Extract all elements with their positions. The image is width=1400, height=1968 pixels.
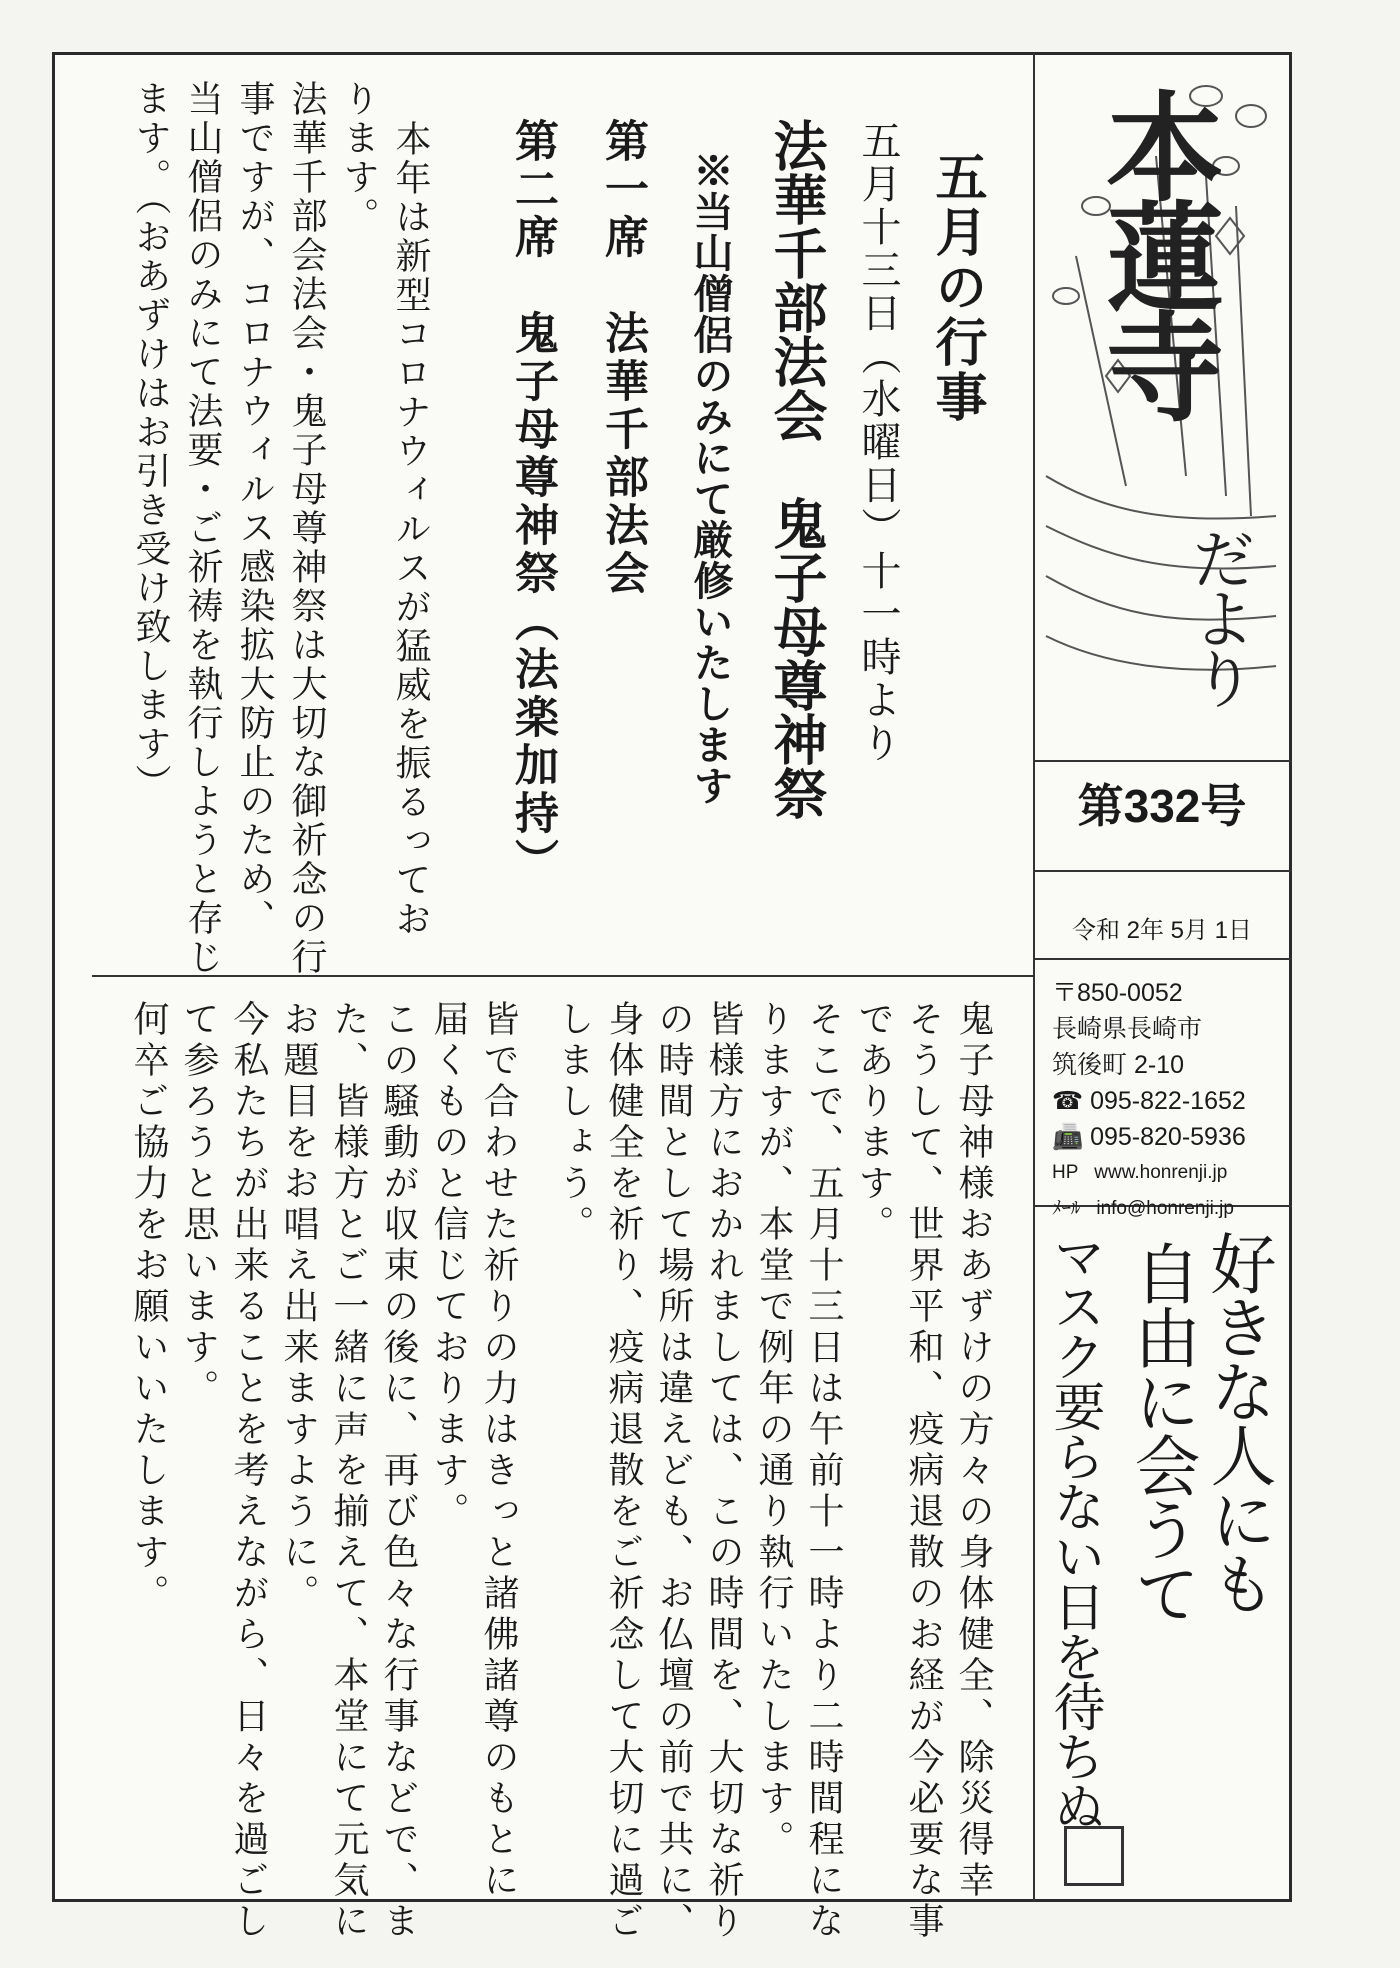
bottom-body-16: て参ろうと思います。 xyxy=(178,1000,219,1410)
top-body-3: 法華千部会法会・鬼子母尊神祭は大切な御祈念の行 xyxy=(286,80,327,977)
website-row xyxy=(1052,1155,1246,1191)
email-link[interactable]: info@honrenji.jp xyxy=(1096,1198,1234,1219)
top-body-6: ます。（おあずけはお引き受け致します） xyxy=(130,80,171,803)
fax-icon: 📠 xyxy=(1052,1123,1091,1151)
top-body-2: ります。 xyxy=(338,80,379,236)
bottom-body-11: 届くものと信じております。 xyxy=(428,1000,469,1533)
event-date: 五月十三日（水曜日）十一時より xyxy=(855,120,901,765)
bottom-body-7: の時間として場所は違えども、お仏壇の前で共に、 xyxy=(653,1000,694,1943)
bottom-body-13: た、皆様方とご一緒に声を揃えて、本堂にて元気に xyxy=(328,1000,369,1943)
address-line-1: 長崎県長崎市 xyxy=(1052,1015,1203,1043)
bottom-body-5: りますが、本堂で例年の通り執行いたします。 xyxy=(753,1000,794,1861)
bottom-body-2: そうして、世界平和、疫病退散のお経が今必要な事 xyxy=(903,1000,944,1943)
top-body-1: 本年は新型コロナウィルスが猛威を振るってお xyxy=(390,120,431,939)
sidebar-rule-3 xyxy=(1033,958,1292,960)
seal-stamp xyxy=(1064,1826,1124,1886)
event-notice: ※当山僧侶のみにて厳修いたします xyxy=(687,150,734,806)
bottom-body-14: お題目をお唱え出来ますように。 xyxy=(278,1000,319,1615)
issue-number: 第332号 xyxy=(1077,780,1247,832)
masthead xyxy=(1036,56,1288,756)
calligraphy-line-3: マスク要らない日を待ちぬ xyxy=(1044,1230,1104,1830)
calligraphy-poem xyxy=(1036,1210,1288,1900)
bottom-body-4: そこで、五月十三日は午前十一時より二時間程にな xyxy=(803,1000,844,1943)
bottom-body-15: 今私たちが出来ることを考えながら、日々を過ごし xyxy=(228,1000,269,1943)
top-heading: 五月の行事 xyxy=(926,150,987,425)
fax-row xyxy=(1052,1119,1246,1155)
event-title: 法華千部法会 鬼子母尊神祭 xyxy=(765,118,829,820)
bottom-body-12: この騒動が収束の後に、再び色々な行事などで、ま xyxy=(378,1000,419,1943)
top-body-4: 事ですが、コロナウィルス感染拡大防止のため、 xyxy=(234,80,275,938)
seat-1: 第一席 法華千部法会 xyxy=(597,118,648,598)
bottom-body-10: 皆で合わせた祈りの力はきっと諸佛諸尊のもとに xyxy=(478,1000,519,1902)
seat-2: 第二席 鬼子母尊神祭（法楽加持） xyxy=(507,118,558,886)
bottom-body-3: であります。 xyxy=(853,1000,894,1246)
bottom-body-8: 身体健全を祈り、疫病退散をご祈念して大切に過ご xyxy=(603,1000,644,1943)
address-line-2: 筑後町 2-10 xyxy=(1052,1051,1184,1079)
contact-block xyxy=(1052,975,1246,1227)
fax-number: 095-820-5936 xyxy=(1090,1123,1246,1151)
postal-code: 〒850-0052 xyxy=(1052,979,1183,1007)
bottom-body-1: 鬼子母神様おあずけの方々の身体健全、除災得幸 xyxy=(953,1000,994,1902)
calligraphy-line-1: 好きな人にも xyxy=(1199,1230,1276,1614)
section-divider xyxy=(92,975,1033,977)
sidebar-rule-1 xyxy=(1033,760,1292,762)
website-link[interactable]: www.honrenji.jp xyxy=(1094,1162,1228,1183)
phone: ☎ 095-822-1652 xyxy=(1052,1087,1246,1115)
bottom-body-17: 何卒ご協力をお願いいたします。 xyxy=(128,1000,169,1615)
masthead-subtitle: だより xyxy=(1181,526,1255,706)
email-label: ﾒｰﾙ xyxy=(1052,1198,1081,1219)
bottom-body-9: しましょう。 xyxy=(553,1000,594,1246)
sidebar-rule-2 xyxy=(1033,870,1292,872)
calligraphy-line-2: 自由に会うて xyxy=(1123,1240,1200,1624)
top-body-5: 当山僧侶のみにて法要・ご祈祷を執行しようと存じ xyxy=(182,80,223,977)
website-label: HP xyxy=(1052,1162,1079,1183)
bottom-body-6: 皆様方におかれましては、この時間を、大切な祈り xyxy=(703,1000,744,1943)
publication-date: 令和 2年 5月 1日 xyxy=(1071,917,1253,944)
masthead-title: 本蓮寺 xyxy=(1086,86,1225,416)
sidebar-divider xyxy=(1033,52,1035,1902)
